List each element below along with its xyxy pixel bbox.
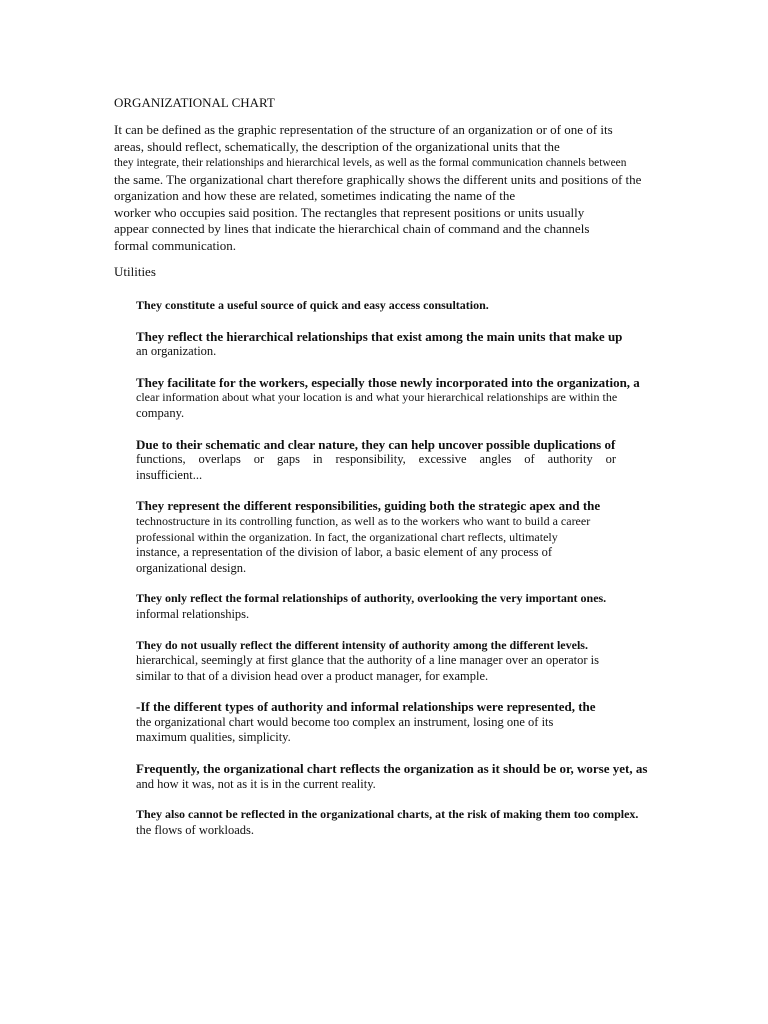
intro-line: organization and how these are related, sometimes indicating the name of the	[114, 188, 516, 203]
item-line: insufficient...	[136, 467, 203, 482]
page-title: ORGANIZATIONAL CHART	[114, 95, 275, 110]
utilities-list	[136, 298, 676, 853]
item-lead: They constitute a useful source of quick and easy access consultation.	[136, 298, 489, 312]
item-line: similar to that of a division head over a product manager, for example.	[136, 668, 489, 683]
list-item	[136, 298, 676, 314]
item-lead: They also cannot be reflected in the organizational charts, at the risk of making them too complex.	[136, 807, 639, 822]
item-line: the flows of workloads.	[136, 822, 255, 837]
list-item	[136, 498, 676, 576]
item-lead: They represent the different responsibilities, guiding both the strategic apex and the	[136, 498, 601, 514]
intro-line: the same. The organizational chart therefore graphically shows the different units and positions of the	[114, 171, 642, 187]
item-lead: Frequently, the organizational chart reflects the organization as it should be or, worse yet, as	[136, 761, 648, 777]
intro-line: It can be defined as the graphic representation of the structure of an organization or of one of its	[114, 122, 613, 137]
item-line: functions, overlaps or gaps in responsibility, excessive angles of authority or	[136, 452, 616, 467]
intro-line: formal communication.	[114, 237, 237, 253]
item-lead: Due to their schematic and clear nature, they can help uncover possible duplications of	[136, 436, 616, 452]
list-item	[136, 591, 676, 622]
list-item	[136, 638, 676, 685]
intro-line: worker who occupies said position. The rectangles that represent positions or units usually	[114, 204, 585, 220]
item-lead: They do not usually reflect the different intensity of authority among the different levels.	[136, 637, 588, 652]
intro-paragraph	[114, 122, 674, 254]
intro-line: areas, should reflect, schematically, the description of the organizational units that the	[114, 138, 560, 154]
item-line: an organization.	[136, 344, 217, 359]
item-line: clear information about what your location is and what your hierarchical relationships are within the	[136, 390, 618, 405]
intro-line: appear connected by lines that indicate the hierarchical chain of command and the channels	[114, 221, 590, 236]
item-line: professional within the organization. In fact, the organizational chart reflects, ultimately	[136, 529, 558, 544]
list-item	[136, 375, 676, 422]
utilities-heading: Utilities	[114, 264, 156, 279]
item-lead: They reflect the hierarchical relationships that exist among the main units that make up	[136, 328, 623, 344]
item-line: the organizational chart would become too complex an instrument, losing one of its	[136, 714, 554, 729]
list-item	[136, 437, 676, 484]
list-item	[136, 761, 676, 792]
item-line: maximum qualities, simplicity.	[136, 730, 291, 745]
item-line: informal relationships.	[136, 606, 250, 621]
item-lead: They only reflect the formal relationships of authority, overlooking the very important ones.	[136, 591, 607, 606]
intro-line: they integrate, their relationships and hierarchical levels, as well as the formal communication channels between	[114, 157, 627, 169]
list-item	[136, 329, 676, 360]
item-line: technostructure in its controlling function, as well as to the workers who want to build a career	[136, 513, 591, 528]
item-line: and how it was, not as it is in the current reality.	[136, 776, 376, 791]
item-lead: -If the different types of authority and informal relationships were represented, the	[136, 699, 596, 715]
item-lead: They facilitate for the workers, especially those newly incorporated into the organization, a	[136, 374, 640, 390]
list-item	[136, 699, 676, 746]
item-line: instance, a representation of the division of labor, a basic element of any process of	[136, 545, 553, 560]
item-line: hierarchical, seemingly at first glance that the authority of a line manager over an operator is	[136, 653, 600, 668]
item-line: company.	[136, 405, 185, 420]
list-item	[136, 807, 676, 838]
item-line: organizational design.	[136, 560, 247, 575]
